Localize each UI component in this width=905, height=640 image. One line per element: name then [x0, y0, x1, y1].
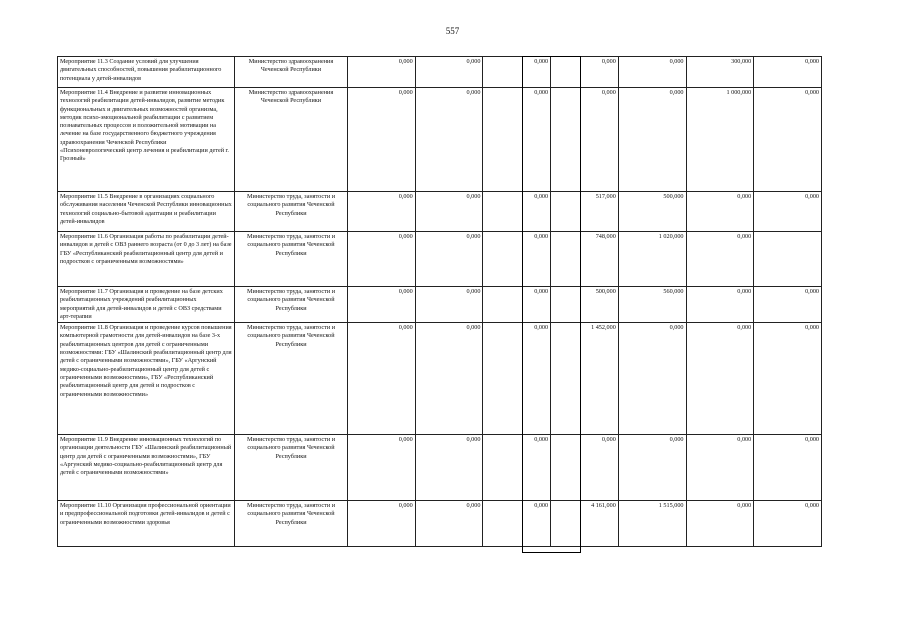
table-row	[58, 287, 822, 323]
executor: Министерство труда, занятости и социального развития Чеченской Республики	[235, 501, 348, 547]
value-cell: 1 020,000	[618, 232, 686, 287]
value-cell: 0,000	[415, 192, 483, 232]
value-cell: 0,000	[686, 501, 754, 547]
value-cell: 0,000	[348, 501, 416, 547]
table-row	[58, 435, 822, 501]
value-cell: 0,000	[754, 287, 822, 323]
value-cell: 4 161,000	[551, 501, 619, 547]
executor: Министерство здравоохранения Чеченской Республики	[235, 88, 348, 192]
value-cell: 0,000	[686, 232, 754, 287]
table-row	[58, 501, 822, 547]
value-cell: 0,000	[483, 323, 551, 435]
value-cell: 0,000	[415, 57, 483, 88]
value-cell: 1 515,000	[618, 501, 686, 547]
measure-name: Мероприятие 11.5 Внедрение в организациях социального обслуживания населения Чеченской Республики инновационных технологий социально-бытовой адаптации и реабилитации детей-инвалидов	[58, 192, 235, 232]
value-cell: 0,000	[483, 88, 551, 192]
table-row	[58, 232, 822, 287]
value-cell: 0,000	[348, 435, 416, 501]
table-row	[58, 323, 822, 435]
value-cell: 0,000	[551, 88, 619, 192]
value-cell: 0,000	[348, 287, 416, 323]
value-cell: 0,000	[551, 435, 619, 501]
measure-name: Мероприятие 11.9 Внедрение инновационных технологий по организации деятельности ГБУ «Шалинский реабилитационный центр для детей с ограниченными возможностями», ГБУ «Аргунский медико-социально-реабилитационный центр для детей с ограниченными возможностями»	[58, 435, 235, 501]
value-cell: 0,000	[754, 435, 822, 501]
value-cell: 0,000	[483, 192, 551, 232]
page-number: 557	[445, 26, 460, 36]
measure-name: Мероприятие 11.7 Организация и проведение на базе детских реабилитационных учреждений реабилитационных мероприятий для детей-инвалидов и детей с ОВЗ средствами арт-терапии	[58, 287, 235, 323]
value-cell: 0,000	[415, 323, 483, 435]
executor: Министерство труда, занятости и социального развития Чеченской Республики	[235, 323, 348, 435]
value-cell: 0,000	[618, 57, 686, 88]
value-cell: 0,000	[754, 323, 822, 435]
value-cell: 1 000,000	[686, 88, 754, 192]
value-cell: 0,000	[754, 88, 822, 192]
value-cell: 0,000	[618, 435, 686, 501]
value-cell: 560,000	[618, 287, 686, 323]
value-cell: 0,000	[415, 435, 483, 501]
value-cell: 0,000	[618, 323, 686, 435]
value-cell: 0,000	[483, 501, 551, 547]
table-row	[58, 57, 822, 88]
value-cell: 0,000	[348, 232, 416, 287]
value-cell: 0,000	[483, 232, 551, 287]
value-cell: 0,000	[686, 435, 754, 501]
value-cell: 0,000	[348, 323, 416, 435]
value-cell: 0,000	[483, 435, 551, 501]
executor: Министерство здравоохранения Чеченской Республики	[235, 57, 348, 88]
value-cell: 0,000	[618, 88, 686, 192]
value-cell: 0,000	[551, 57, 619, 88]
value-cell: 0,000	[754, 57, 822, 88]
value-cell: 0,000	[686, 323, 754, 435]
value-cell: 0,000	[483, 57, 551, 88]
value-cell: 0,000	[348, 88, 416, 192]
value-cell: 500,000	[618, 192, 686, 232]
value-cell: 0,000	[754, 192, 822, 232]
value-cell: 300,000	[686, 57, 754, 88]
value-cell: 0,000	[415, 232, 483, 287]
value-cell: 0,000	[415, 287, 483, 323]
measure-name: Мероприятие 11.8 Организация и проведение курсов повышения компьютерной грамотности для детей-инвалидов на базе 3-х реабилитационных центров для детей с ограниченными возможностями: ГБУ «Шалинский реабилитационный центр для детей с ограниченными возможностями», ГБУ «Аргунский медико-социально-реабилитационный центр для детей с ограниченными возможностями», ГБУ «Республиканский реабилитационный центр для детей и подростков с ограниченными возможностями»	[58, 323, 235, 435]
table-row	[58, 88, 822, 192]
value-cell: 500,000	[551, 287, 619, 323]
value-cell: 0,000	[415, 88, 483, 192]
program-table	[57, 56, 822, 547]
value-cell: 1 452,000	[551, 323, 619, 435]
value-cell: 517,000	[551, 192, 619, 232]
executor: Министерство труда, занятости и социального развития Чеченской Республики	[235, 287, 348, 323]
executor: Министерство труда, занятости и социального развития Чеченской Республики	[235, 192, 348, 232]
value-cell	[754, 232, 822, 287]
measure-name: Мероприятие 11.4 Внедрение и развитие инновационных технологий реабилитации детей-инвалидов, развитие методик функциональных и двигательных возможностей организма, методик психо-эмоциональной реабилитации с развитием познавательных процессов и положительной мотивации на лечение на базе государственного бюджетного учреждения здравоохранения Чеченской Республики «Психоневрологический центр лечения и реабилитации детей г. Грозный»	[58, 88, 235, 192]
measure-name: Мероприятие 11.10 Организация профессиональной ориентации и предпрофессиональной подготовки детей-инвалидов и детей с ограниченными возможностями здоровья	[58, 501, 235, 547]
value-cell: 0,000	[686, 192, 754, 232]
executor: Министерство труда, занятости и социального развития Чеченской Республики	[235, 232, 348, 287]
value-cell: 0,000	[348, 57, 416, 88]
value-cell: 0,000	[754, 501, 822, 547]
value-cell: 0,000	[483, 287, 551, 323]
value-cell: 0,000	[415, 501, 483, 547]
value-cell: 0,000	[686, 287, 754, 323]
executor: Министерство труда, занятости и социального развития Чеченской Республики	[235, 435, 348, 501]
measure-name: Мероприятие 11.6 Организация работы по реабилитации детей-инвалидов и детей с ОВЗ раннего возраста (от 0 до 3 лет) на базе ГБУ «Республиканский реабилитационный центр для детей и подростков с ограниченными возможностями»	[58, 232, 235, 287]
value-cell: 0,000	[348, 192, 416, 232]
value-cell: 748,000	[551, 232, 619, 287]
measure-name: Мероприятие 11.3 Создание условий для улучшения двигательных способностей, повышения реабилитационного потенциала у детей-инвалидов	[58, 57, 235, 88]
table-row	[58, 192, 822, 232]
